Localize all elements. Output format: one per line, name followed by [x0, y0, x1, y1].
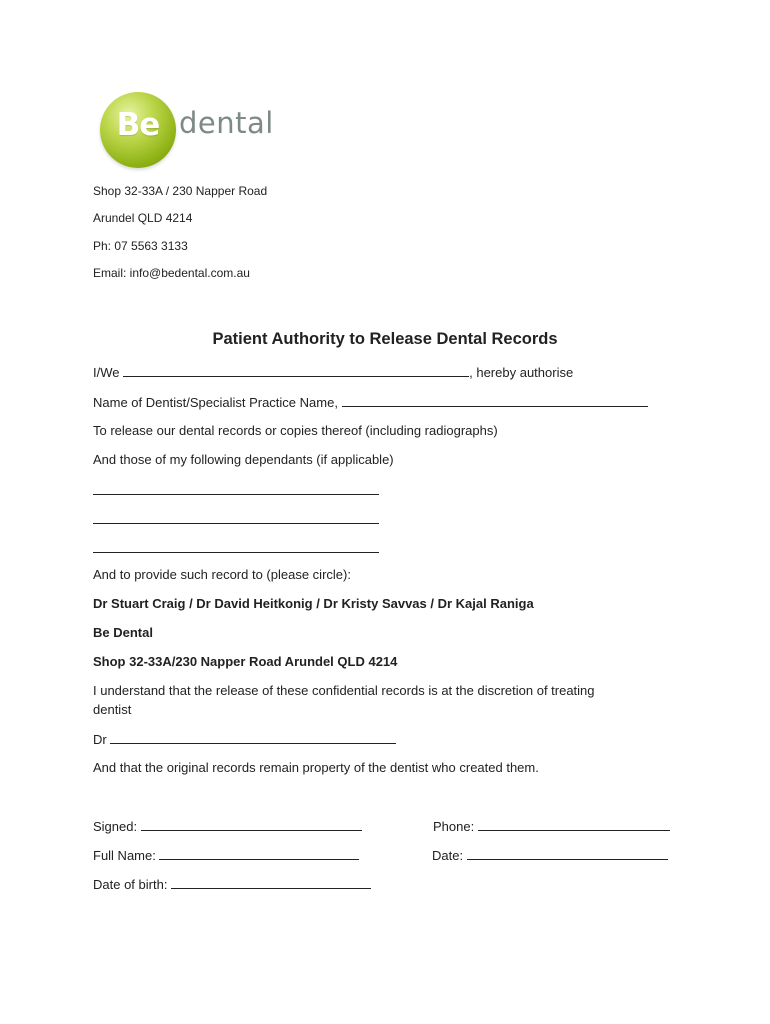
- dob-label: Date of birth:: [93, 877, 168, 892]
- original-records-text: And that the original records remain property of the dentist who created them.: [93, 760, 539, 775]
- address-line-2: Arundel QLD 4214: [93, 211, 193, 225]
- dependant-field-1[interactable]: [93, 494, 379, 495]
- dependant-field-2[interactable]: [93, 523, 379, 524]
- date-label: Date:: [432, 848, 464, 863]
- iwe-label: I/We: [93, 365, 120, 380]
- phone-label: Phone:: [433, 819, 475, 834]
- dependants-text: And those of my following dependants (if applicable): [93, 452, 394, 467]
- practice-row: [93, 394, 648, 410]
- dependant-field-3[interactable]: [93, 552, 379, 553]
- form-title: Patient Authority to Release Dental Records: [212, 330, 558, 348]
- logo-wordmark: dental: [179, 106, 274, 140]
- practice-name: Be Dental: [93, 625, 153, 640]
- understand-text-line-1: I understand that the release of these confidential records is at the discretion of treating: [93, 683, 595, 698]
- practice-name-field[interactable]: [342, 394, 648, 407]
- practice-label: Name of Dentist/Specialist Practice Name,: [93, 395, 338, 410]
- address-line-1: Shop 32-33A / 230 Napper Road: [93, 184, 268, 198]
- provide-text: And to provide such record to (please circle):: [93, 567, 351, 582]
- date-field[interactable]: [467, 847, 668, 860]
- logo-mark: [100, 92, 176, 168]
- signature-field[interactable]: [141, 818, 362, 831]
- fullname-label: Full Name:: [93, 848, 156, 863]
- release-text: To release our dental records or copies thereof (including radiographs): [93, 423, 498, 438]
- iwe-row: [93, 364, 573, 380]
- be-dental-logo: [100, 92, 290, 172]
- practice-address: Shop 32-33A/230 Napper Road Arundel QLD 4214: [93, 654, 398, 669]
- logo-mark-text: Be: [116, 107, 160, 143]
- dr-name-field[interactable]: [110, 731, 396, 744]
- address-email: Email: info@bedental.com.au: [93, 266, 250, 280]
- signed-row: [93, 818, 362, 834]
- signed-label: Signed:: [93, 819, 138, 834]
- iwe-suffix: , hereby authorise: [469, 365, 574, 380]
- understand-text-line-2: dentist: [93, 702, 132, 717]
- dob-row: [93, 876, 371, 892]
- dob-field[interactable]: [171, 876, 371, 889]
- phone-row: [433, 818, 670, 834]
- fullname-row: [93, 847, 359, 863]
- address-phone: Ph: 07 5563 3133: [93, 239, 188, 253]
- phone-field[interactable]: [478, 818, 670, 831]
- iwe-name-field[interactable]: [123, 364, 469, 377]
- dr-label: Dr: [93, 732, 107, 747]
- date-row: [432, 847, 668, 863]
- dentist-options: Dr Stuart Craig / Dr David Heitkonig / Dr Kristy Savvas / Dr Kajal Raniga: [93, 596, 534, 611]
- dr-row: [93, 731, 396, 747]
- fullname-field[interactable]: [159, 847, 359, 860]
